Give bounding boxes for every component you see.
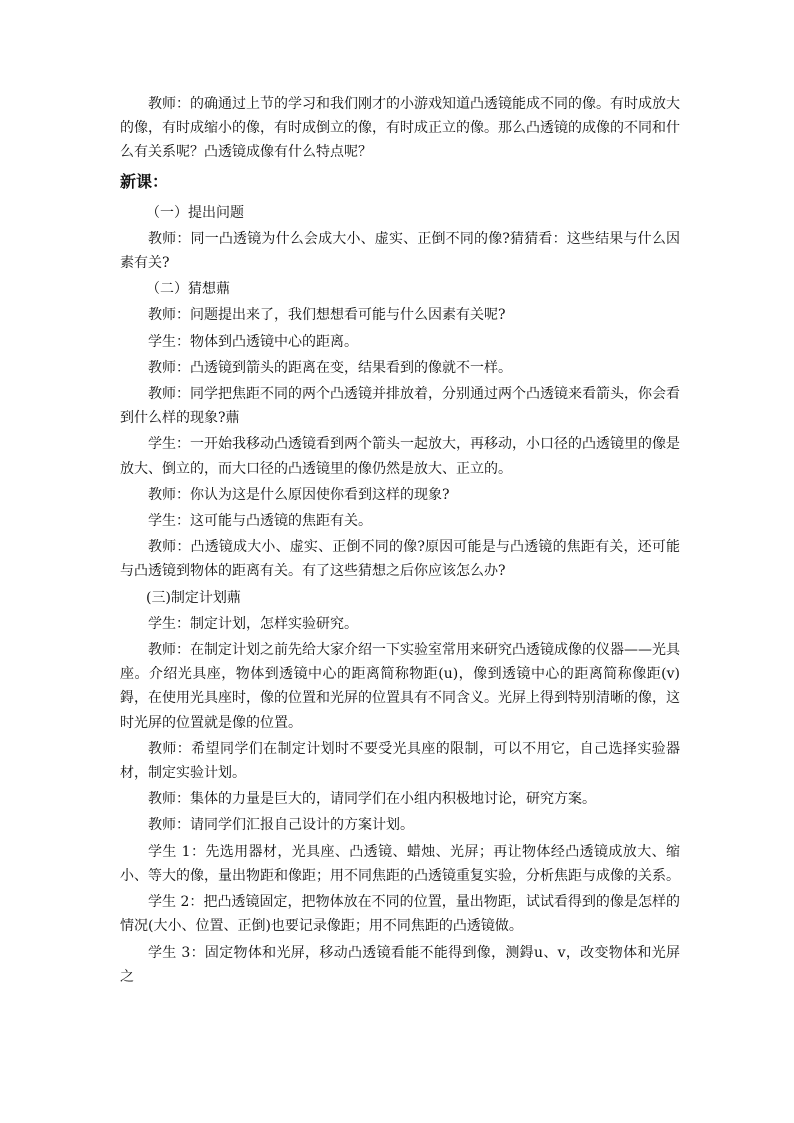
paragraph: 学生：制定计划，怎样实验研究。	[148, 615, 358, 632]
paragraph: 教师：同学把焦距不同的两个凸透镜并排放着，分别通过两个凸透镜来看箭头，你会看到什么样的现象?薡	[120, 386, 680, 427]
intro-paragraph: 教师：的确通过上节的学习和我们刚才的小游戏知道凸透镜能成不同的像。有时成放大的像，有时成缩小的像，有时成倒立的像，有时成正立的像。那么凸透镜的成像的不同和什么有关系呢？凸透镜成像有什么特点呢？	[120, 96, 680, 161]
paragraph: 教师：希望同学们在制定计划时不要受光具座的限制，可以不用它，自己选择实验器材，制定实验计划。	[120, 740, 680, 782]
paragraph: 学生：一开始我移动凸透镜看到两个箭头一起放大，再移动，小口径的凸透镜里的像是放大、倒立的，而大口径的凸透镜里的像仍然是放大、正立的。	[120, 436, 680, 477]
paragraph: 教师：在制定计划之前先给大家介绍一下实验室常用来研究凸透镜成像的仪器——光具座。介绍光具座，物体到透镜中心的距离简称物距(u)，像到透镜中心的距离简称像距(v)鍀，在使用光具座时，像的位置和光屏的位置具有不同含义。光屏上得到特别清晰的像，这时光屏的位置就是像的位置。	[120, 642, 680, 731]
paragraph: 学生：物体到凸透镜中心的距离。	[148, 333, 358, 350]
paragraph: 学生 1：先选用器材，光具座、凸透镜、蜡烛、光屏；再让物体经凸透镜成放大、缩小、等大的像，量出物距和像距；用不同焦距的凸透镜重复实验，分析焦距与成像的关系。	[120, 843, 680, 884]
paragraph: 教师：你认为这是什么原因使你看到这样的现象?	[148, 486, 450, 503]
paragraph: 学生 3：固定物体和光屏，移动凸透镜看能不能得到像，测鍀u、v，改变物体和光屏之	[120, 944, 680, 985]
paragraph: 教师：请同学们汇报自己设计的方案计划。	[148, 817, 414, 834]
document-page	[120, 92, 680, 991]
paragraph: 教师：凸透镜到箭头的距离在变，结果看到的像就不一样。	[148, 359, 512, 376]
paragraph: 教师：同一凸透镜为什么会成大小、虚实、正倒不同的像?猜猜看：这些结果与什么因素有关?	[120, 230, 680, 272]
section-title-raise-question: （一）提出问题	[146, 204, 244, 221]
section-title-hypothesis: （二）猜想薡	[146, 281, 230, 298]
paragraph: 学生 2：把凸透镜固定，把物体放在不同的位置，量出物距，试试看得到的像是怎样的情况(大小、位置、正倒)也要记录像距；用不同焦距的凸透镜做。	[120, 894, 680, 935]
paragraph: 教师：问题提出来了，我们想想看可能与什么因素有关呢?	[148, 307, 506, 324]
section-title-plan: (三)制定计划薡	[146, 589, 241, 606]
paragraph: 教师：集体的力量是巨大的，请同学们在小组内积极地讨论，研究方案。	[148, 791, 596, 808]
paragraph: 学生：这可能与凸透镜的焦距有关。	[148, 513, 372, 530]
paragraph: 教师：凸透镜成大小、虚实、正倒不同的像?原因可能是与凸透镜的焦距有关，还可能与凸透镜到物体的距离有关。有了这些猜想之后你应该怎么办?	[120, 539, 680, 580]
section-heading-new-lesson: 新课：	[120, 171, 169, 191]
